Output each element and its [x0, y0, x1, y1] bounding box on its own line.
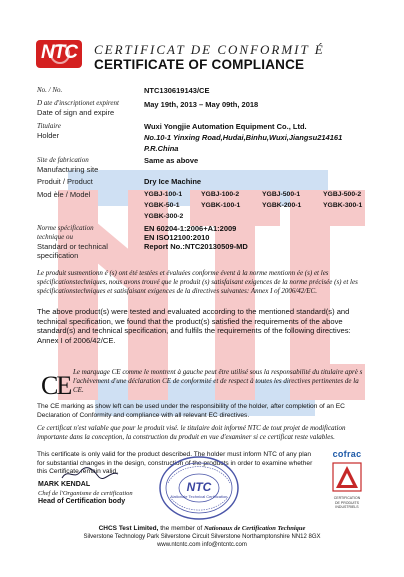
model-item: YGBJ-100-1 — [144, 191, 183, 198]
standard-label: Norme spécification technique ou Standard or technical specification — [37, 224, 108, 260]
signatory-title-english: Head of Certification body — [38, 498, 126, 505]
standard-value-2: EN ISO12100:2010 — [144, 233, 210, 242]
validity-text-english: This certificate is only valid for the product described. The holder must inform NTC of any plan for substantial changes in the design, construction of the products in order to examine whether this Certificate remain valid. — [37, 451, 313, 475]
model-item: YGBK-200-1 — [262, 202, 302, 209]
holder-address: No.10-1 Yinxing Road,Hudai,Binhu,Wuxi,Jiangsu214161 — [144, 133, 343, 142]
model-item: YGBJ-500-1 — [262, 191, 301, 198]
model-item: YGBK-300-2 — [144, 213, 184, 220]
model-item: YGBK-50-1 — [144, 202, 180, 209]
logo-text: NTC — [40, 42, 78, 63]
cofrac-logo-text: cofrac — [332, 449, 362, 459]
model-label: Mod èle / Model — [37, 190, 91, 199]
model-item: YGBK-300-1 — [323, 202, 363, 209]
holder-country: P.R.China — [144, 144, 179, 153]
ce-marking-text-french: Le marquage CE comme le montrent à gauche peut être utilisé sous la responsabilité du titulaire aprè s l'achèvement d'une déclaration CE de conformité et de respect à toutes les directives pertinentes de la CE. — [73, 368, 363, 394]
site-label: Site de fabrication Manufacturing site — [37, 156, 99, 174]
model-item: YGBJ-500-2 — [323, 191, 362, 198]
cofrac-accreditation-icon — [332, 462, 362, 492]
validity-text-french: Ce certificat n'est valable que pour le produit visé. le titulaire doit informé NTC de tout projet de modification importante dans la conception, la construction du produit en vue d'examiner si ce certificat reste valables. — [37, 424, 346, 441]
stamp-ring-text: Nationale Technical Certification — [170, 494, 228, 499]
footer-address: Silverstone Technology Park Silverstone Circuit Silverstone Northamptonshire NN12 8GX — [83, 534, 321, 540]
conformity-text-french: Le produit susmentionn é (s) ont été testées et évaluées conforme évent à la norme mentionn ée (s) et les spécificationstechniques, nous avons trouvé que le produit (s) satisfaisant exigences de la norme précisée (s) et les spécificationstechniques et satisfaisant exigences de la directives suivantes: Annex I of 2006/42/EC. — [37, 269, 358, 295]
footer-member-line: CHCS Test Limited, the member of Nationaux de Certification Technique — [98, 525, 306, 532]
signature-scribble-icon — [60, 466, 120, 482]
holder-label: Titulaire Holder — [37, 122, 61, 140]
date-label: D ate d'inscriptionet expirent Date of sign and expire — [37, 99, 119, 117]
report-number: Report No.:NTC20130509-MD — [144, 242, 248, 251]
ntc-logo — [36, 40, 82, 68]
date-value: May 19th, 2013 – May 09th, 2018 — [144, 100, 259, 109]
no-label: No. / No. — [37, 86, 63, 94]
site-value: Same as above — [144, 156, 199, 165]
cofrac-caption: CERTIFICATION DE PRODUITS INDUSTRIELS — [333, 496, 361, 509]
signatory-name: MARK KENDAL — [38, 481, 91, 488]
standard-value-1: EN 60204-1:2006+A1:2009 — [144, 224, 237, 233]
model-item: YGBK-100-1 — [201, 202, 241, 209]
product-label: Produit / Product — [37, 177, 93, 186]
holder-name: Wuxi Yongjie Automation Equipment Co., Ltd. — [144, 122, 307, 131]
model-item: YGBJ-100-2 — [201, 191, 240, 198]
conformity-text-english: The above product(s) were tested and evaluated according to the mentioned standard(s) and technical specification, we found that the product(s) satisfied the requirements of the above standard(s) and technical specification, and fulfils the requirements of the following directives: Annex I of 2006/42/CE. — [37, 307, 351, 345]
product-value: Dry Ice Machine — [144, 177, 202, 186]
footer-web-email: www.ntcntc.com info@ntcntc.com — [157, 542, 247, 548]
ce-marking-text-english: The CE marking as show left can be used under the responsibility of the holder, after completion of an EC Declaration of Conformity and compliance with all relevant EC directives. — [37, 403, 345, 419]
stamp-text: NTC — [186, 480, 212, 494]
certificate-number: NTC130619143/CE — [144, 86, 210, 95]
signatory-title-french: Chef de l'Organisme de certification — [38, 490, 133, 497]
ce-mark-icon: CE — [41, 371, 71, 400]
title-french: CERTIFICAT DE CONFORMIT É — [94, 42, 325, 57]
title-english: CERTIFICATE OF COMPLIANCE — [94, 57, 305, 72]
